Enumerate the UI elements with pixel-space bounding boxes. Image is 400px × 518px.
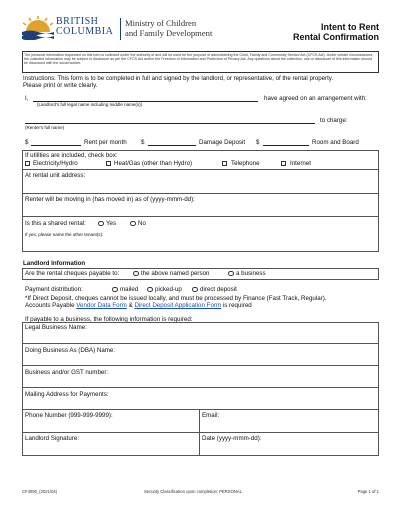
ministry-name [125,18,212,38]
move-in-row-divider [22,193,379,194]
address-row-divider [22,169,379,170]
ampersand: & [128,302,133,309]
internet-checkbox[interactable] [281,161,286,166]
shared-followup: If yes, please name the other tenant(s): [25,232,104,237]
footer-form-code: CF4090_(2021/04) [22,489,58,494]
shared-yes-radio[interactable] [98,221,104,227]
telephone-label: Telephone [231,160,260,167]
accounts-payable-prefix: Accounts Payable [25,302,75,309]
distribution-label: Payment distribution: [25,286,83,293]
shared-no-label: No [138,220,146,227]
payable-person-radio[interactable] [133,271,139,277]
dba-field[interactable] [24,355,376,364]
business-intro: If payable to a business, the following information is required: [25,316,193,323]
dist-direct-deposit-label: direct deposit [200,286,237,293]
room-label: Room and Board [312,139,359,146]
other-tenants-field[interactable] [24,238,376,250]
payable-business-label: a business [236,270,266,277]
address-field[interactable] [24,180,376,192]
date-field[interactable] [201,443,376,454]
electricity-checkbox[interactable] [25,161,30,166]
dist-mailed-label: mailed [120,286,139,293]
gst-field[interactable] [24,377,376,386]
room-dollar: $ [256,139,260,146]
logo-line-columbia: COLUMBIA [56,26,114,37]
privacy-notice: The personal information requested on this form is collected under the authority of and will be used for the purpose of administering the Child, Family and Community Service Act (CFCS Act). Under certain circumstances, the collected information may be subject to disclosure as per the CFCS Act and/or the Freedom of Information and Protection of Privacy Act. Any questions about the collection, use or disclosure of this information should be discussed with the social worker. [24,52,374,65]
deposit-field[interactable] [148,145,196,146]
payable-question: Are the rental cheques payable to: [25,270,120,277]
renter-name-field[interactable] [25,123,315,124]
dist-mailed-radio[interactable] [112,287,118,293]
agreement-text: have agreed on an arrangement with: [264,95,367,102]
rent-dollar: $ [25,139,29,146]
to-charge-label: to charge: [320,117,348,124]
business-row-divider-2 [22,365,379,366]
business-row-divider-3 [22,387,379,388]
phone-label: Phone Number (999-999-9999): [25,412,113,419]
form-title-line-2: Rental Confirmation [292,32,379,42]
logo-line-british: BRITISH [56,16,99,27]
address-label: At rental unit address: [25,172,86,179]
direct-deposit-form-link[interactable]: Direct Deposit Application Form [134,302,222,309]
shared-no-radio[interactable] [130,221,136,227]
move-in-date-field[interactable] [210,195,375,205]
deposit-dollar: $ [141,139,145,146]
room-field[interactable] [263,145,309,146]
renter-name-caption: (Renter's full name) [25,125,65,130]
logo-text [56,17,113,37]
dist-direct-deposit-radio[interactable] [192,287,198,293]
is-required-text: is required [222,302,252,309]
instructions-line-1: Instructions: This form is to be completed in full and signed by the landlord, or representative, of the rental property. [23,75,334,82]
business-row-divider-4 [22,409,379,410]
rent-label: Rent per month [84,139,127,146]
utilities-title: If utilities are included, check box: [25,152,118,159]
business-row-divider-5 [22,432,379,433]
email-field[interactable] [201,420,376,429]
shared-yes-label: Yes [106,220,117,227]
heat-gas-checkbox[interactable] [106,161,111,166]
header-divider [120,18,121,40]
sun-logo-icon [22,16,54,40]
dist-picked-up-radio[interactable] [147,287,153,293]
signature-label: Landlord Signature: [25,435,80,442]
shared-question: Is this a shared rental: [25,220,86,227]
vendor-data-form-link[interactable]: Vendor Data Form [76,302,127,309]
instructions-line-2: Please print or write clearly. [23,82,98,89]
shared-row-divider [22,216,379,217]
rent-field[interactable] [31,145,81,146]
i-label: I, [25,95,29,102]
deposit-label: Damage Deposit [199,139,246,146]
heat-gas-label: Heat/Gas (other than Hydro) [114,160,193,167]
telephone-checkbox[interactable] [222,161,227,166]
electricity-label: Electricity/Hydro [33,160,78,167]
footer-security: Security Classification upon completion: PERSONAL [144,489,242,494]
gst-label: Business and/or GST number: [25,369,109,376]
mailing-address-field[interactable] [24,399,376,408]
business-row-divider-1 [22,343,379,344]
payable-business-radio[interactable] [228,271,234,277]
date-label: Date (yyyy-mmm-dd): [202,435,262,442]
mailing-address-label: Mailing Address for Payments: [25,391,109,398]
phone-field[interactable] [24,420,196,429]
direct-deposit-note: *If Direct Deposit, cheques cannot be issued locally, and must be processed by Finance (Fast Track, Regular). [25,295,327,302]
legal-name-label: Legal Business Name: [25,324,87,331]
accounts-payable-line [25,302,252,309]
dba-label: Doing Business As (DBA) Name: [25,347,116,354]
ministry-line-1: Ministry of Children [125,18,197,28]
email-label: Email: [202,412,220,419]
signature-field[interactable] [24,443,196,454]
form-title-line-1: Intent to Rent [321,22,379,32]
ministry-line-2: and Family Development [125,28,213,38]
dist-picked-up-label: picked-up [155,286,182,293]
landlord-name-caption: (Landlord's full legal name including middle name(s)) [37,102,143,107]
bc-logo [22,16,54,40]
payable-person-label: the above named person [141,270,210,277]
legal-name-field[interactable] [24,332,376,342]
footer-page: Page 1 of 1 [357,489,379,494]
form-title [293,22,379,42]
move-in-label: Renter will be moving in (has moved in) as of (yyyy-mmm-dd): [25,196,195,203]
landlord-info-heading: Landlord Information [23,260,86,267]
internet-label: Internet [290,160,311,167]
